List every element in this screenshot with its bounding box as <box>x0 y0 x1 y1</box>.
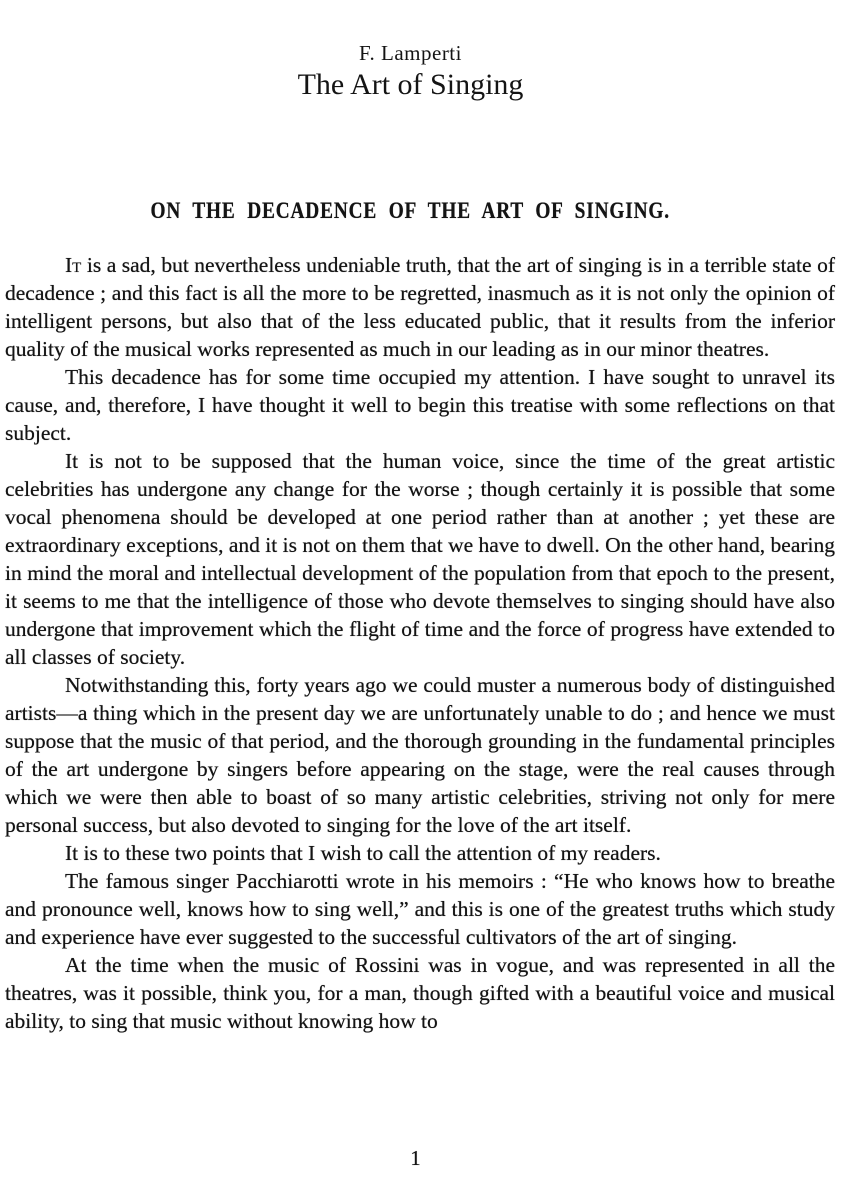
paragraph-text: It is not to be supposed that the human voice, since the time of the great artistic celebrities has undergone any change for the worse ; though certainly it is possible that some vocal phenomena should be developed at one period rather than at another ; yet these are extraordinary exceptions, and it is not on them that we have to dwell. On the other hand, bearing in mind the moral and intellectual development of the population from that epoch to the present, it seems to me that the intelligence of those who devote themselves to singing should have also undergone that improvement which the flight of time and the force of progress have extended to all classes of society. <box>5 449 835 669</box>
paragraph-text: It <box>65 253 82 277</box>
book-title: The Art of Singing <box>297 68 524 101</box>
chapter-heading-text: ON THE DECADENCE OF THE ART OF SINGING. <box>150 198 671 223</box>
paragraph <box>5 671 835 839</box>
paragraph <box>5 951 835 1035</box>
chapter-heading <box>0 198 821 224</box>
body-paragraphs <box>5 251 835 1035</box>
paragraph-text: It is to these two points that I wish to call the attention of my readers. <box>65 841 661 865</box>
paragraph-text: At the time when the music of Rossini was in vogue, and was represented in all the theatres, was it possible, think you, for a man, though gifted with a beautiful voice and musical ability, to sing that music without knowing how to <box>5 953 835 1033</box>
page-number: 1 <box>410 1146 421 1170</box>
paragraph-text: is a sad, but nevertheless undeniable truth, that the art of singing is in a terrible state of decadence ; and this fact is all the more to be regretted, inasmuch as it is not only the opinion of intelligent persons, but also that of the less educated public, that it results from the inferior quality of the musical works represented as much in our leading as in our minor theatres. <box>5 253 835 361</box>
paragraph <box>5 867 835 951</box>
paragraph <box>5 251 835 363</box>
paragraph-text: The famous singer Pacchiarotti wrote in his memoirs : “He who knows how to breathe and pronounce well, knows how to sing well,” and this is one of the greatest truths which study and experience have ever suggested to the successful cultivators of the art of singing. <box>5 869 835 949</box>
paragraph <box>5 839 835 867</box>
paragraph-text: This decadence has for some time occupied my attention. I have sought to unravel its cause, and, therefore, I have thought it well to begin this treatise with some reflections on that subject. <box>5 365 835 445</box>
paragraph <box>5 447 835 671</box>
title-block <box>0 40 821 103</box>
book-author: F. Lamperti <box>359 41 462 65</box>
paragraph <box>5 363 835 447</box>
paragraph-text: Notwithstanding this, forty years ago we could muster a numerous body of distinguished artists—a thing which in the present day we are unfortunately unable to do ; and hence we must suppose that the music of that period, and the thorough grounding in the fundamental principles of the art undergone by singers before appearing on the stage, were the real causes through which we were then able to boast of so many artistic celebrities, striving not only for mere personal success, but also devoted to singing for the love of the art itself. <box>5 673 835 837</box>
